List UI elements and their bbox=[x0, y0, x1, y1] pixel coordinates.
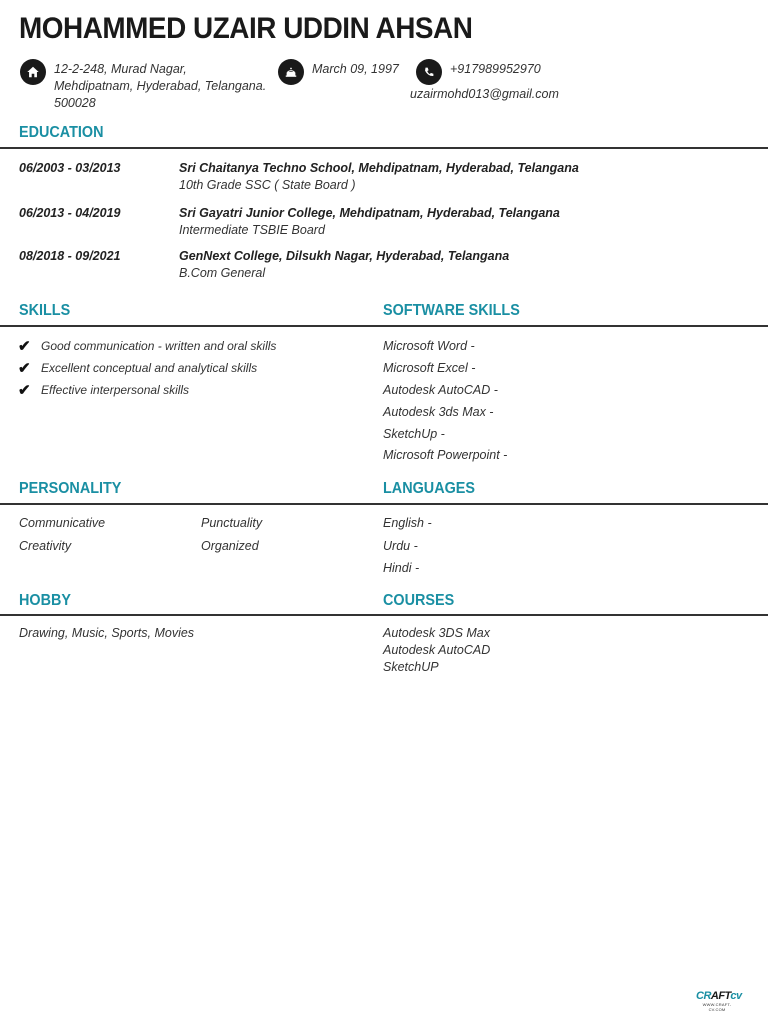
personality-divider bbox=[0, 503, 768, 505]
software-skill-item: Autodesk 3ds Max - bbox=[383, 405, 494, 419]
education-dates: 06/2003 - 03/2013 bbox=[19, 161, 121, 175]
logo-part: AFT bbox=[710, 990, 731, 1002]
education-dates: 08/2018 - 09/2021 bbox=[19, 249, 121, 263]
checkmark-icon: ✔ bbox=[18, 338, 31, 355]
email-address: uzairmohd013@gmail.com bbox=[410, 87, 559, 101]
craft-cv-logo bbox=[696, 990, 742, 1012]
education-dates: 06/2013 - 04/2019 bbox=[19, 206, 121, 220]
logo-url: WWW.CRAFT-CV.COM bbox=[702, 1002, 732, 1012]
phone-number: +917989952970 bbox=[450, 62, 541, 76]
software-skill-item: Microsoft Word - bbox=[383, 339, 475, 353]
courses-title: COURSES bbox=[383, 592, 455, 609]
checkmark-icon: ✔ bbox=[18, 360, 31, 377]
logo-mark bbox=[696, 990, 742, 1002]
logo-part: cv bbox=[730, 990, 742, 1002]
software-skill-item: Microsoft Excel - bbox=[383, 361, 476, 375]
language-item: Urdu - bbox=[383, 539, 418, 553]
personality-item: Punctuality bbox=[201, 516, 263, 530]
personality-item: Creativity bbox=[19, 539, 72, 553]
education-divider bbox=[0, 147, 768, 149]
skill-item: Excellent conceptual and analytical skills bbox=[41, 361, 258, 375]
address-line-3: 500028 bbox=[54, 96, 96, 110]
course-item: SketchUP bbox=[383, 660, 439, 674]
software-skill-item: SketchUp - bbox=[383, 427, 445, 441]
skill-item: Effective interpersonal skills bbox=[41, 383, 190, 397]
hobby-divider bbox=[0, 614, 768, 616]
education-detail: B.Com General bbox=[179, 266, 266, 280]
education-school: Sri Gayatri Junior College, Mehdipatnam, Hyderabad, Telangana bbox=[179, 206, 560, 220]
personality-title: PERSONALITY bbox=[19, 480, 122, 497]
resume-name: MOHAMMED UZAIR UDDIN AHSAN bbox=[19, 12, 473, 45]
software-skill-item: Autodesk AutoCAD - bbox=[383, 383, 498, 397]
phone-icon bbox=[416, 59, 442, 85]
education-detail: Intermediate TSBIE Board bbox=[179, 223, 325, 237]
home-icon bbox=[20, 59, 46, 85]
course-item: Autodesk 3DS Max bbox=[383, 626, 490, 640]
birthdate: March 09, 1997 bbox=[312, 62, 399, 76]
skill-item: Good communication - written and oral skills bbox=[41, 339, 277, 353]
address-line-2: Mehdipatnam, Hyderabad, Telangana. bbox=[54, 79, 267, 93]
education-title: EDUCATION bbox=[19, 124, 104, 141]
logo-part: CR bbox=[696, 990, 711, 1002]
languages-title: LANGUAGES bbox=[383, 480, 476, 497]
personality-item: Communicative bbox=[19, 516, 106, 530]
software-skills-title: SOFTWARE SKILLS bbox=[383, 302, 520, 319]
education-school: Sri Chaitanya Techno School, Mehdipatnam, Hyderabad, Telangana bbox=[179, 161, 579, 175]
birthday-cake-icon bbox=[278, 59, 304, 85]
language-item: English - bbox=[383, 516, 432, 530]
personality-item: Organized bbox=[201, 539, 259, 553]
hobby-text: Drawing, Music, Sports, Movies bbox=[19, 626, 195, 640]
address-line-1: 12-2-248, Murad Nagar, bbox=[54, 62, 187, 76]
course-item: Autodesk AutoCAD bbox=[383, 643, 491, 657]
education-detail: 10th Grade SSC ( State Board ) bbox=[179, 178, 356, 192]
hobby-title: HOBBY bbox=[19, 592, 72, 609]
education-school: GenNext College, Dilsukh Nagar, Hyderabad, Telangana bbox=[179, 249, 510, 263]
language-item: Hindi - bbox=[383, 561, 420, 575]
skills-title: SKILLS bbox=[19, 302, 71, 319]
checkmark-icon: ✔ bbox=[18, 382, 31, 399]
software-skill-item: Microsoft Powerpoint - bbox=[383, 448, 508, 462]
skills-divider bbox=[0, 325, 768, 327]
address bbox=[54, 61, 266, 112]
